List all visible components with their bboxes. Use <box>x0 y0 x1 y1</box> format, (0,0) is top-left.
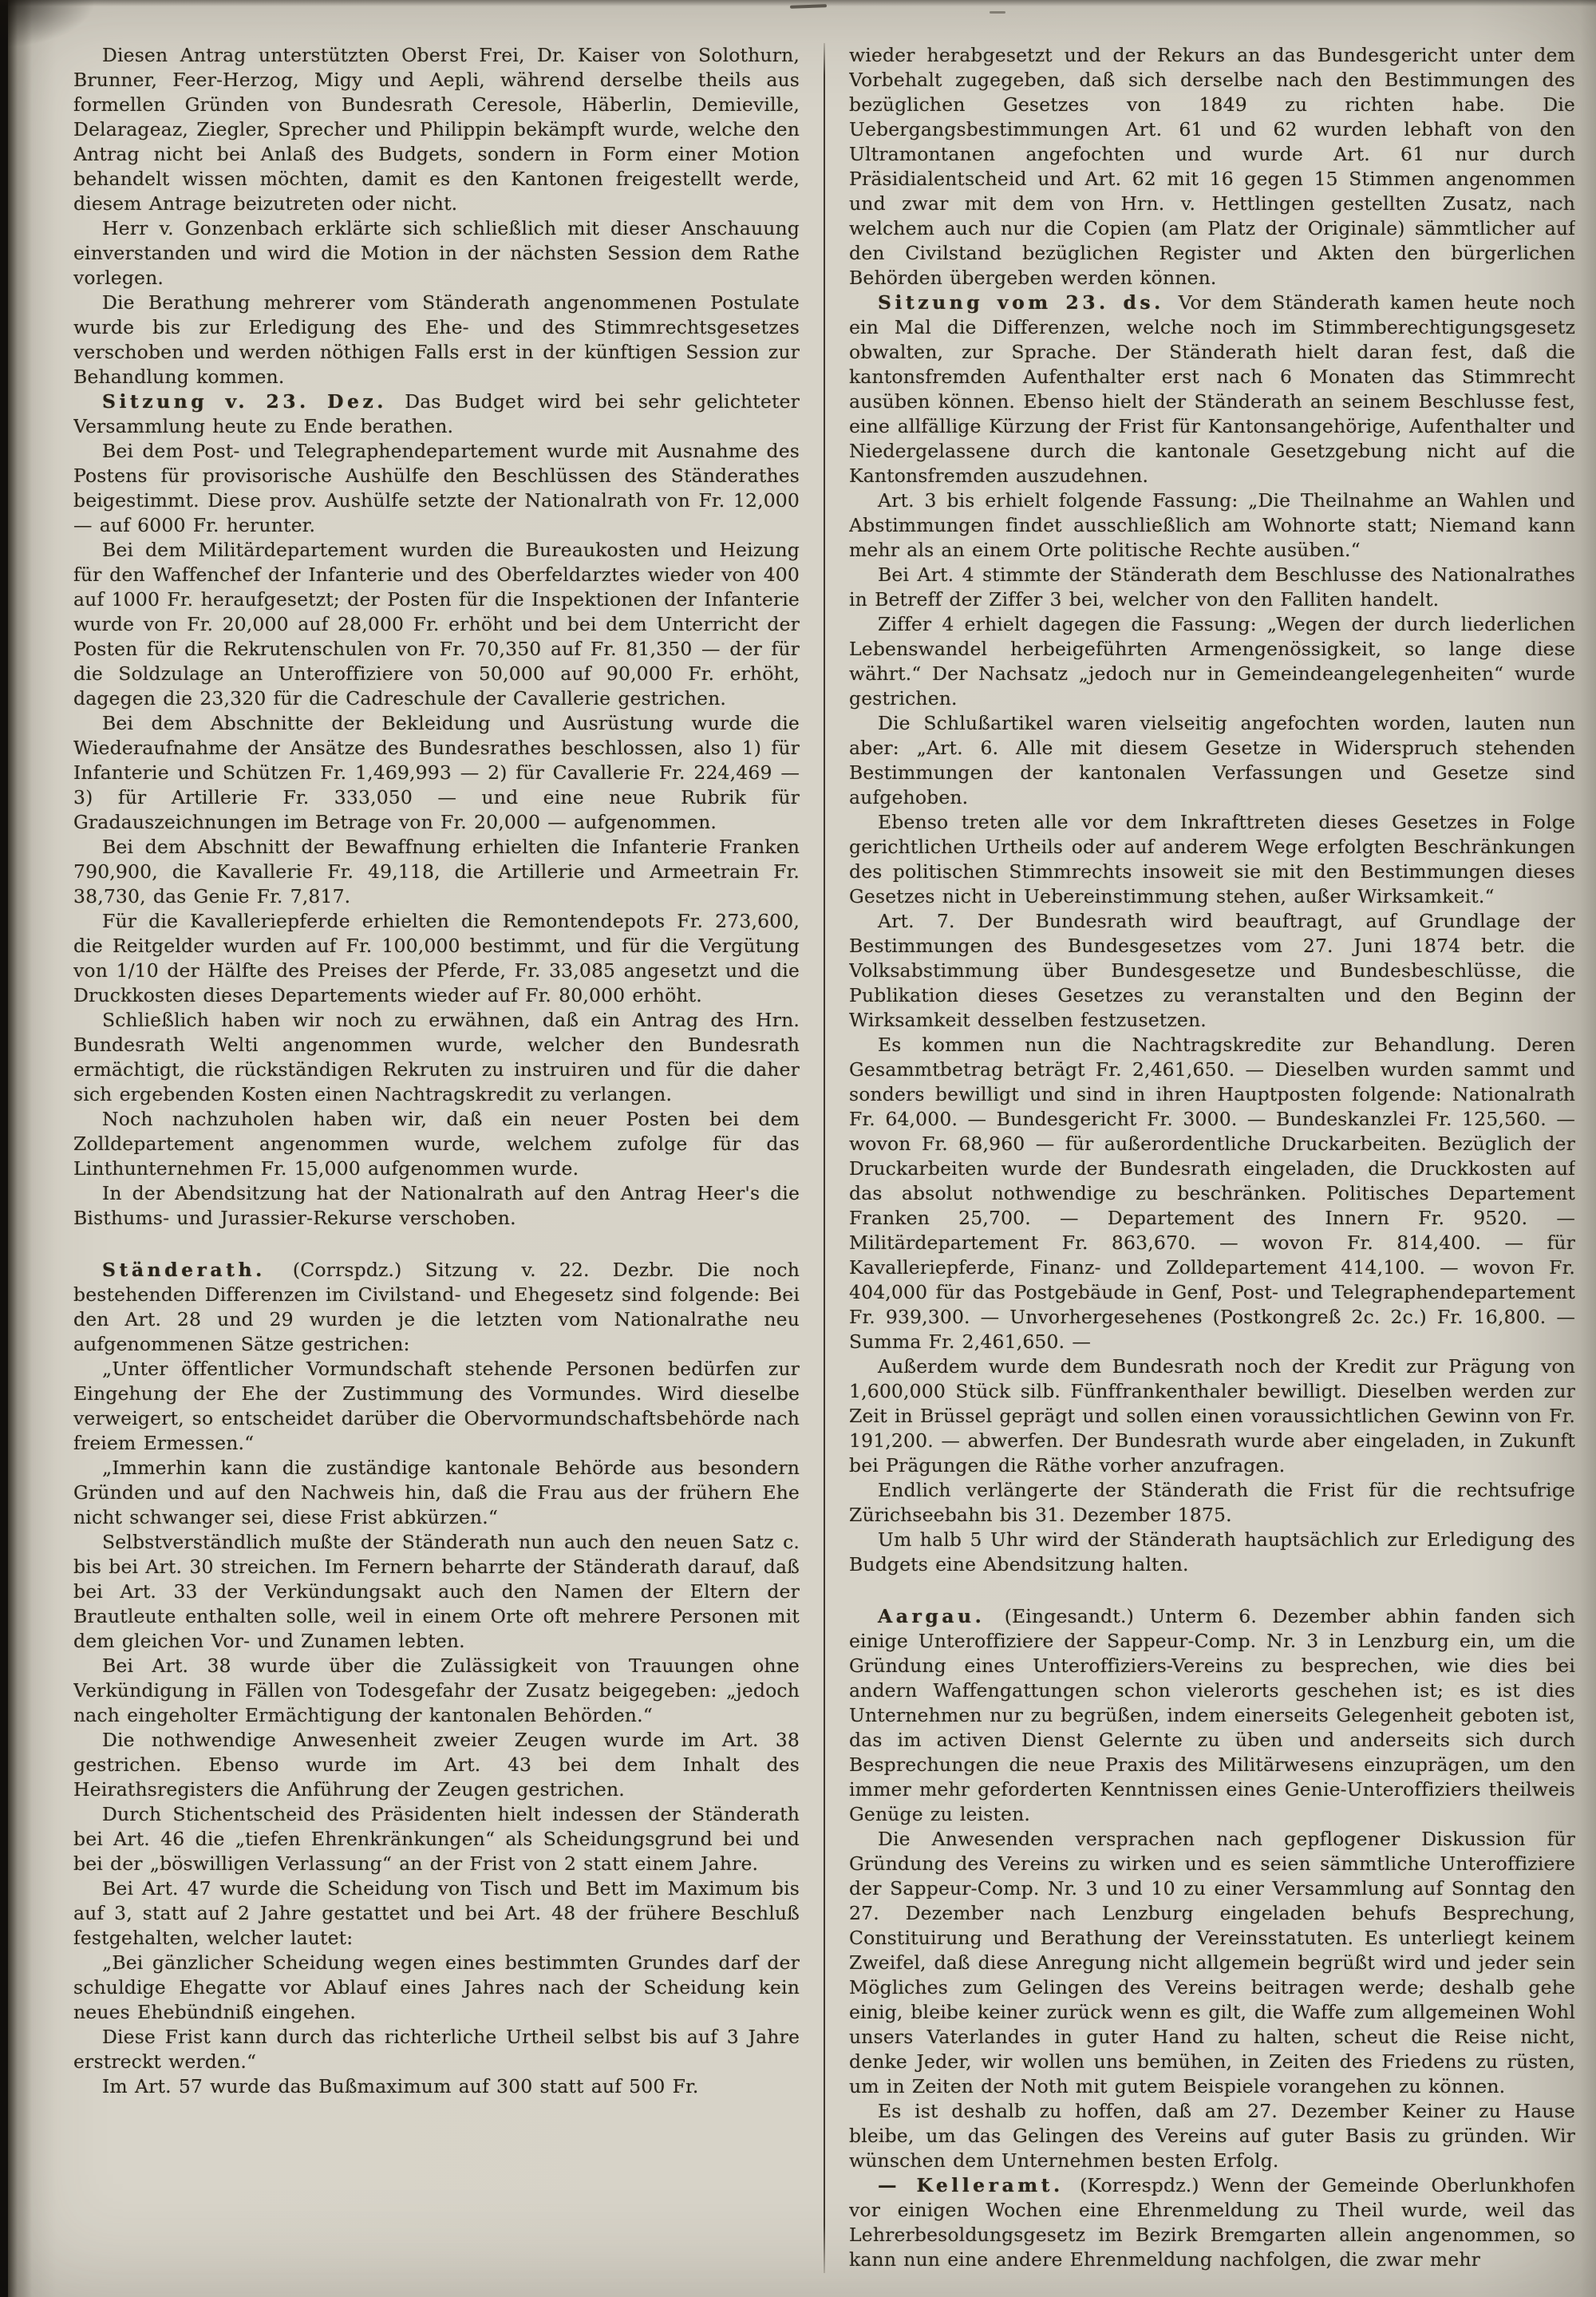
top-tick-mark-small <box>990 11 1005 14</box>
paragraph: Ziffer 4 erhielt dagegen die Fassung: „Wegen der durch liederlichen Lebenswandel herbeigeführten Armengenössigkeit, so lange diese währt.“ Der Nachsatz „jedoch nur in Gemeindeangelegenheiten“ wurde gestrichen. <box>849 613 1575 710</box>
paragraph: Herr v. Gonzenbach erklärte sich schließlich mit dieser Anschauung einverstanden und wird die Motion in der nächsten Session dem Rathe vorlegen. <box>73 217 800 289</box>
paragraph: Endlich verlängerte der Ständerath die Frist für die rechtsufrige Zürichseebahn bis 31. Dezember 1875. <box>849 1479 1575 1526</box>
paragraph: Bei dem Post- und Telegraphendepartement wurde mit Ausnahme des Postens für provisorische Aushülfe den Beschlüssen des Ständerathes beigestimmt. Diese prov. Aushülfe setzte der Nationalrath von Fr. 12,000 — auf 6000 Fr. herunter. <box>73 440 800 536</box>
page-content <box>73 43 1575 2273</box>
paragraph: Die nothwendige Anwesenheit zweier Zeugen wurde im Art. 38 gestrichen. Ebenso wurde im Art. 43 bei dem Inhalt des Heirathsregisters die Anführung der Zeugen gestrichen. <box>73 1729 800 1801</box>
paragraph: — Kelleramt. (Korrespdz.) Wenn der Gemeinde Oberlunkhofen vor einigen Wochen eine Ehrenmeldung zu Theil wurde, weil das Lehrerbesoldungsgesetz im Bezirk Bremgarten allein angenommen, so kann nun eine andere Ehrenmeldung nachfolgen, die zwar mehr <box>849 2174 1575 2271</box>
paragraph: Die Schlußartikel waren vielseitig angefochten worden, lauten nun aber: „Art. 6. Alle mit diesem Gesetze in Widerspruch stehenden Bestimmungen der kantonalen Verfassungen und Gesetze sind aufgehoben. <box>849 712 1575 808</box>
paragraph: Ständerath. (Corrspdz.) Sitzung v. 22. Dezbr. Die noch bestehenden Differenzen im Civilstand- und Ehegesetz sind folgende: Bei den Art. 28 und 29 wurden je die letzten vom Nationalrathe neu aufgenommenen Sätze gestrichen: <box>73 1259 800 1355</box>
paragraph: Es ist deshalb zu hoffen, daß am 27. Dezember Keiner zu Hause bleibe, um das Gelingen des Vereins auf guter Basis zu gründen. Wir wünschen dem Unternehmen besten Erfolg. <box>849 2100 1575 2172</box>
paragraph: Aargau. (Eingesandt.) Unterm 6. Dezember abhin fanden sich einige Unteroffiziere der Sappeur-Comp. Nr. 3 in Lenzburg ein, um die Gründung eines Unteroffiziers-Vereins zu besprechen, wie dies bei andern Waffengattungen schon vielerorts geschehen ist; es ist dies Unternehmen nur zu begrüßen, indem einerseits Gelegenheit geboten ist, das im activen Dienst Gelernte zu üben und anderseits sich durch Besprechungen die neue Praxis des Militärwesens einzuprägen, um den immer mehr geforderten Kenntnissen eines Genie-Unteroffiziers theilweis Genüge zu leisten. <box>849 1605 1575 1825</box>
paragraph: „Unter öffentlicher Vormundschaft stehende Personen bedürfen zur Eingehung der Ehe der Zustimmung des Vormundes. Wird dieselbe verweigert, so entscheidet darüber die Obervormundschaftsbehörde nach freiem Ermessen.“ <box>73 1358 800 1454</box>
paragraph: Noch nachzuholen haben wir, daß ein neuer Posten bei dem Zolldepartement angenommen wurde, welchem zufolge für das Linthunternehmen Fr. 15,000 aufgenommen wurde. <box>73 1108 800 1180</box>
paragraph: „Bei gänzlicher Scheidung wegen eines bestimmten Grundes darf der schuldige Ehegatte vor Ablauf eines Jahres nach der Scheidung kein neues Ehebündniß eingehen. <box>73 1951 800 2023</box>
paragraph: Selbstverständlich mußte der Ständerath nun auch den neuen Satz c. bis bei Art. 30 streichen. Im Fernern beharrte der Ständerath darauf, daß bei Art. 33 der Verkündungsakt auch den Namen der Eltern der Brautleute enthalten solle, weil in einem Orte oft mehrere Personen mit dem gleichen Vor- und Zunamen lebten. <box>73 1531 800 1652</box>
binding-shadow <box>0 0 32 2297</box>
paragraph: In der Abendsitzung hat der Nationalrath auf den Antrag Heer's die Bisthums- und Jurassier-Rekurse verschoben. <box>73 1182 800 1229</box>
paragraph-lead: — Kelleramt. <box>878 2174 1080 2196</box>
top-tick-mark <box>790 4 827 9</box>
paragraph: Die Berathung mehrerer vom Ständerath angenommenen Postulate wurde bis zur Erledigung des Ehe- und des Stimmrechtsgesetzes verschoben und werden nöthigen Falls erst in der künftigen Session zur Behandlung kommen. <box>73 291 800 388</box>
paragraph: „Immerhin kann die zuständige kantonale Behörde aus besondern Gründen und auf den Nachweis hin, daß die Frau aus der frühern Ehe nicht schwanger sei, diese Frist abkürzen.“ <box>73 1457 800 1528</box>
paragraph: Für die Kavalleriepferde erhielten die Remontendepots Fr. 273,600, die Reitgelder wurden auf Fr. 100,000 bestimmt, und für die Vergütung von 1/10 der Hälfte des Preises der Pferde, Fr. 33,085 angesetzt und die Druckkosten dieses Departements wieder auf Fr. 80,000 erhöht. <box>73 910 800 1006</box>
corner-smudge <box>0 0 96 48</box>
paragraph: Bei Art. 38 wurde über die Zulässigkeit von Trauungen ohne Verkündigung in Fällen von Todesgefahr der Zusatz beigegeben: „jedoch nach eingeholter Ermächtigung der kantonalen Behörden.“ <box>73 1655 800 1726</box>
paragraph-lead: Aargau. <box>878 1605 1005 1627</box>
paragraph: Art. 7. Der Bundesrath wird beauftragt, auf Grundlage der Bestimmungen des Bundesgesetzes vom 27. Juni 1874 betr. die Volksabstimmung über Bundesgesetze und Bundesbeschlüsse, die Publikation dieses Gesetzes zu veranstalten und den Beginn der Wirksamkeit desselben festzusetzen. <box>849 910 1575 1031</box>
paragraph: Im Art. 57 wurde das Bußmaximum auf 300 statt auf 500 Fr. <box>102 2075 699 2097</box>
paragraph: Ebenso treten alle vor dem Inkrafttreten dieses Gesetzes in Folge gerichtlichen Urtheils oder auf anderem Wege erfolgten Beschränkungen des politischen Stimmrechts insoweit sie mit den Bestimmungen dieses Gesetzes nicht in Uebereinstimmung stehen, außer Wirksamkeit.“ <box>849 811 1575 907</box>
paragraph: Art. 3 bis erhielt folgende Fassung: „Die Theilnahme an Wahlen und Abstimmungen findet ausschließlich am Wohnorte statt; Niemand kann mehr als an einem Orte politische Rechte ausüben.“ <box>849 489 1575 561</box>
paragraph: Bei Art. 4 stimmte der Ständerath dem Beschlusse des Nationalrathes in Betreff der Ziffer 3 bei, welcher von den Falliten handelt. <box>849 563 1575 611</box>
column-left <box>73 43 800 2273</box>
paragraph: Bei Art. 47 wurde die Scheidung von Tisch und Bett im Maximum bis auf 3, statt auf 2 Jahre gestattet und bei Art. 48 der frühere Beschluß festgehalten, welcher lautet: <box>73 1877 800 1949</box>
paragraph: Bei dem Abschnitt der Bewaffnung erhielten die Infanterie Franken 790,900, die Kavallerie Fr. 49,118, die Artillerie und Armeetrain Fr. 38,730, das Genie Fr. 7,817. <box>73 836 800 907</box>
paragraph: Durch Stichentscheid des Präsidenten hielt indessen der Ständerath bei Art. 46 die „tiefen Ehrenkränkungen“ als Scheidungsgrund bei und bei der „böswilligen Verlassung“ an der Frist von 2 statt einem Jahre. <box>73 1803 800 1875</box>
paragraph: Diese Frist kann durch das richterliche Urtheil selbst bis auf 3 Jahre erstreckt werden.“ <box>73 2026 800 2073</box>
paragraph: Die Anwesenden versprachen nach gepflogener Diskussion für Gründung des Vereins zu wirken und es seien sämmtliche Unteroffiziere der Sappeur-Comp. Nr. 3 und 10 zu einer Versammlung auf Sonntag den 27. Dezember nach Lenzburg eingeladen behufs Besprechung, Constituirung und Berathung der Vereinsstatuten. Es unterliegt keinem Zweifel, daß diese Anregung nicht allgemein begrüßt wird und jeder sein Mögliches zum Gelingen des Vereins beitragen werde; deshalb gehe einig, bleibe keiner zurück wenn es gilt, die Waffe zum allgemeinen Wohl unsers Vaterlandes in guter Hand zu halten, scheut die Reise nicht, denke Jeder, wir wollen uns bemühen, in Zeiten des Friedens zu rüsten, um in Zeiten der Noth mit gutem Beispiele vorangehen zu können. <box>849 1828 1575 2097</box>
column-right <box>849 43 1575 2273</box>
paragraph: Sitzung v. 23. Dez. Das Budget wird bei sehr gelichteter Versammlung heute zu Ende berathen. <box>73 390 800 437</box>
paragraph: Bei dem Militärdepartement wurden die Bureaukosten und Heizung für den Waffenchef der Infanterie und des Oberfeldarztes wieder von 400 auf 1000 Fr. heraufgesetzt; der Posten für die Inspektionen der Infanterie wurde von Fr. 20,000 auf 28,000 Fr. erhöht und bei dem Unterricht der Posten für die Rekrutenschulen von Fr. 70,350 auf Fr. 81,350 — der für die Soldzulage an Unteroffiziere von 50,000 auf 90,000 Fr. erhöht, dagegen die 23,320 für die Cadreschule der Cavallerie gestrichen. <box>73 539 800 710</box>
paragraph: Es kommen nun die Nachtragskredite zur Behandlung. Deren Gesammtbetrag beträgt Fr. 2,461,650. — Dieselben wurden sammt und sonders bewilligt und sind in ihren Hauptposten folgende: Nationalrath Fr. 64,000. — Bundesgericht Fr. 3000. — Bundeskanzlei Fr. 125,560. — wovon Fr. 68,960 — für außerordentliche Druckarbeiten. Bezüglich der Druckarbeiten wurde der Bundesrath eingeladen, die Druckkosten auf das absolut nothwendige zu beschränken. Politisches Departement Franken 25,700. — Departement des Innern Fr. 9520. — Militärdepartement Fr. 863,670. — wovon Fr. 814,400. — für Kavalleriepferde, Finanz- und Zolldepartement 414,100. — wovon Fr. 404,000 für das Postgebäude in Genf, Post- und Telegraphendepartement Fr. 939,300. — Unvorhergesehenes (Postkongreß 2c. 2c.) Fr. 16,800. — Summa Fr. 2,461,650. — <box>849 1034 1575 1353</box>
column-divider <box>824 43 825 2273</box>
paragraph: wieder herabgesetzt und der Rekurs an das Bundesgericht unter dem Vorbehalt zugegeben, daß sich derselbe nach den Bestimmungen des bezüglichen Gesetzes von 1849 zu richten habe. Die Uebergangsbestimmungen Art. 61 und 62 wurden lebhaft von den Ultramontanen angefochten und wurde Art. 61 nur durch Präsidialentscheid und Art. 62 mit 16 gegen 15 Stimmen angenommen und zwar mit dem von Hrn. v. Hettlingen gestellten Zusatz, nach welchem auch nur die Copien (am Platz der Originale) sämmtlicher auf den Civilstand bezüglichen Register und Akten den bürgerlichen Behörden übergeben werden können. <box>849 44 1575 289</box>
paragraph: Außerdem wurde dem Bundesrath noch der Kredit zur Prägung von 1,600,000 Stück silb. Fünffrankenthaler bewilligt. Dieselben werden zur Zeit in Brüssel geprägt und sollen einen voraussichtlichen Gewinn von Fr. 191,200. — abwerfen. Der Bundesrath wurde aber eingeladen, in Zukunft bei Prägungen die Räthe vorher anzufragen. <box>849 1355 1575 1477</box>
paragraph-lead: Ständerath. <box>102 1259 293 1281</box>
paragraph: Um halb 5 Uhr wird der Ständerath hauptsächlich zur Erledigung des Budgets eine Abendsitzung halten. <box>849 1528 1575 1575</box>
paragraph-lead: Sitzung vom 23. ds. <box>878 291 1179 314</box>
paragraph: Sitzung vom 23. ds. Vor dem Ständerath kamen heute noch ein Mal die Differenzen, welche noch im Stimmberechtigungsgesetz obwalten, zur Sprache. Der Ständerath hielt daran fest, daß die kantonsfremden Aufenthalter erst nach 6 Monaten das Stimmrecht ausüben können. Ebenso hielt der Ständerath an seinem Beschlusse fest, eine allfällige Kürzung der Frist für Kantonsangehörige, Aufenthalter und Niedergelassene durch die kantonale Gesetzgebung nicht auf die Kantonsfremden auszudehnen. <box>849 291 1575 487</box>
paragraph: Diesen Antrag unterstützten Oberst Frei, Dr. Kaiser von Solothurn, Brunner, Feer-Herzog, Migy und Aepli, während derselbe theils aus formellen Gründen von Bundesrath Ceresole, Häberlin, Demieville, Delarageaz, Ziegler, Sprecher und Philippin bekämpft wurde, welche den Antrag nicht bei Anlaß des Budgets, sondern in Form einer Motion behandelt wissen möchten, damit es den Kantonen freigestellt werde, diesem Antrage beizutreten oder nicht. <box>73 44 800 215</box>
paragraph: Schließlich haben wir noch zu erwähnen, daß ein Antrag des Hrn. Bundesrath Welti angenommen wurde, welcher den Bundesrath ermächtigt, die rückständigen Rekruten zu instruiren und für die daher sich ergebenden Kosten einen Nachtragskredit zu verlangen. <box>73 1009 800 1105</box>
paragraph-lead: Sitzung v. 23. Dez. <box>102 390 405 413</box>
paragraph: Bei dem Abschnitte der Bekleidung und Ausrüstung wurde die Wiederaufnahme der Ansätze des Bundesrathes beschlossen, also 1) für Infanterie und Schützen Fr. 1,469,993 — 2) für Cavallerie Fr. 224,469 — 3) für Artillerie Fr. 333,050 — und eine neue Rubrik für Gradauszeichnungen im Betrage von Fr. 20,000 — aufgenommen. <box>73 712 800 833</box>
